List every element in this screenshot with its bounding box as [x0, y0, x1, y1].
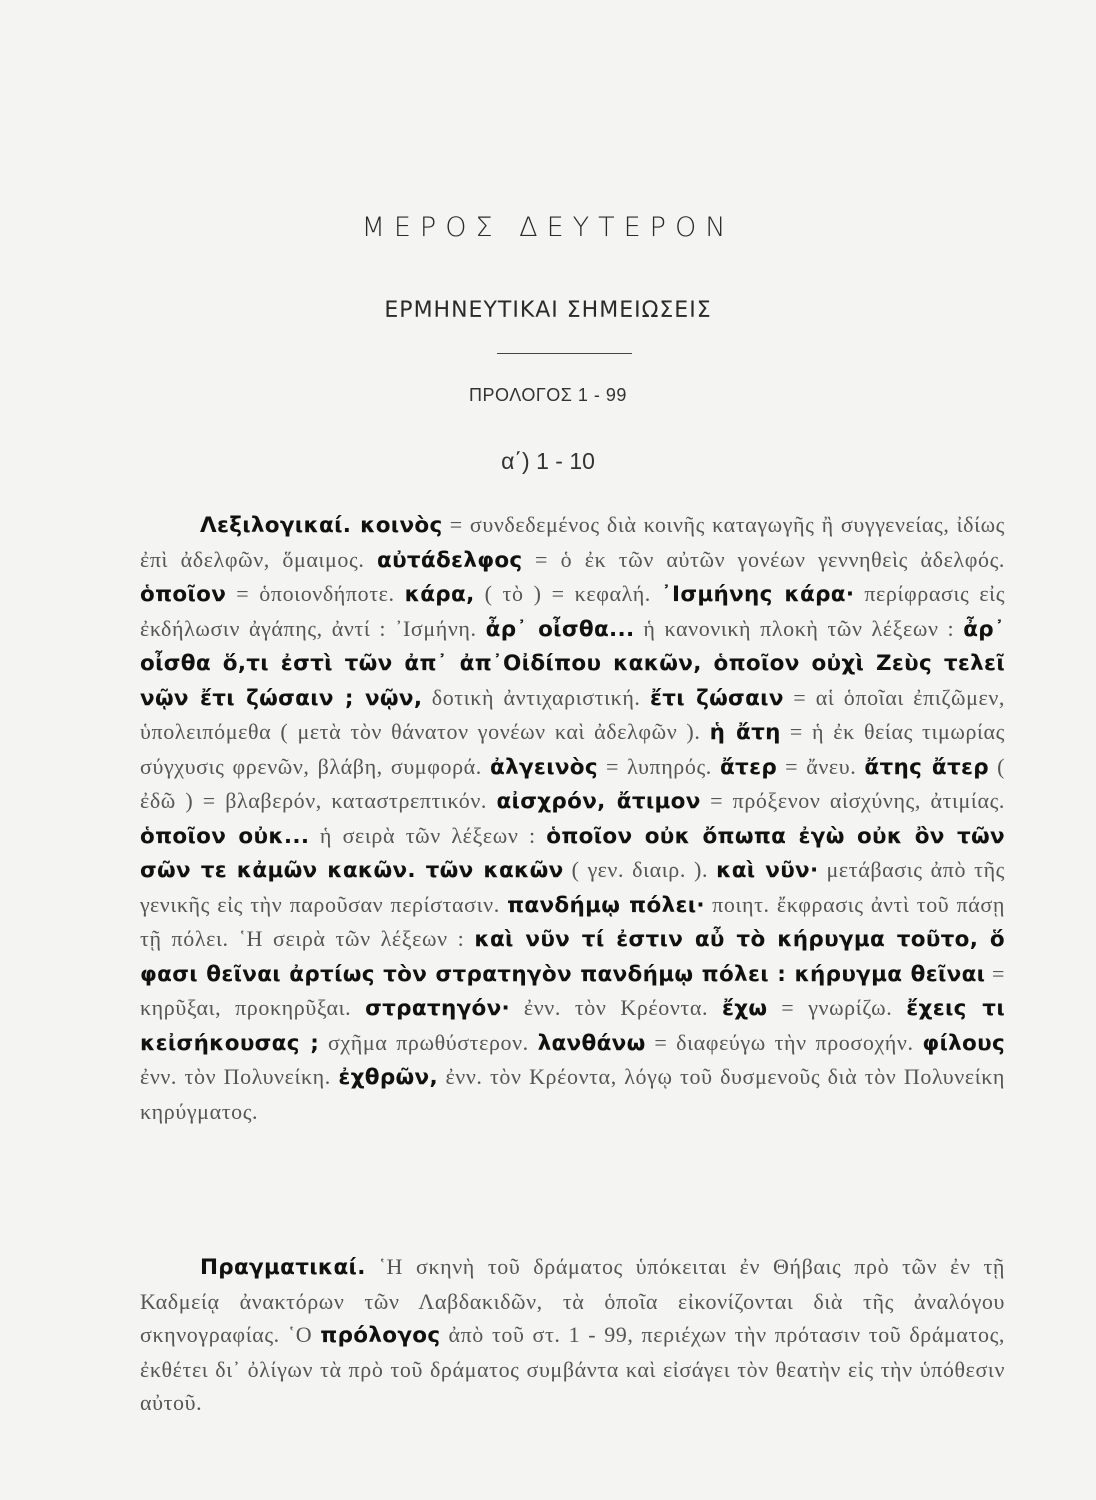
- gloss-text: ἐνν. τὸν Κρέοντα.: [510, 995, 722, 1020]
- divider: [497, 353, 632, 354]
- lemma: ἆρ᾽ οἶσθα ὅ,τι ἐστὶ τῶν ἀπ᾽ ἀπ᾽Οἰδίπου κακῶν, ὁποῖον οὐχὶ Ζεὺς τελεῖ νῷν ἔτι ζώσαιν ; νῷν,: [140, 616, 1006, 711]
- gloss-text: ( ἐδῶ ) = βλαβερόν, καταστρεπτικόν.: [140, 753, 1006, 813]
- gloss-text: = κηρῦξαι, προκηρῦξαι.: [140, 960, 1005, 1020]
- gloss-text: = λυπηρός.: [597, 753, 720, 779]
- gloss-text: σχῆμα πρωθύστερον.: [319, 1029, 538, 1055]
- gloss-text: ἀπὸ τοῦ στ. 1 - 99, περιέχων τὴν πρότασιν τοῦ δράματος, ἐκθέτει δι᾽ ὀλίγων τὰ πρὸ τοῦ δράματος συμβάντα καὶ εἰσάγει τὸν θεατὴν εἰς τὴν ὑπόθεσιν αὐτοῦ.: [140, 1322, 1005, 1415]
- lemma: ἔχω: [721, 996, 768, 1021]
- gloss-text: = γνωρίζω.: [767, 995, 907, 1020]
- lexical-notes-paragraph: [140, 508, 1005, 1128]
- gloss-text: ( γεν. διαιρ. ).: [563, 857, 717, 882]
- gloss-text: = πρόξενον αἰσχύνης, ἀτιμίας.: [700, 788, 1005, 813]
- section-title: ΕΡΜΗΝΕΥΤΙΚΑΙ ΣΗΜΕΙΩΣΕΙΣ: [384, 298, 712, 323]
- lemma: ἄτερ: [719, 754, 778, 780]
- gloss-text: = συνδεδεμένος διὰ κοινῆς καταγωγῆς ἢ συγγενείας, ἰδίως ἐπὶ ἀδελφῶν, ὅμαιμος.: [140, 512, 1005, 572]
- lemma: ὁποῖον οὐκ ὄπωπα ἐγὼ οὐκ ὂν τῶν σῶν τε κἀμῶν κακῶν. τῶν κακῶν: [140, 823, 1005, 883]
- lemma: Πραγματικαί.: [200, 1255, 366, 1280]
- lemma: ἆρ᾽ οἶσθα...: [485, 616, 635, 642]
- part-title: ΜΕΡΟΣ ΔΕΥΤΕΡΟΝ: [361, 212, 735, 243]
- lemma: ἔχεις τι κεἰσήκουσας ;: [140, 996, 1005, 1056]
- gloss-text: ἐνν. τὸν Κρέοντα, λόγῳ τοῦ δυσμενοῦς διὰ τὸν Πολυνείκη κηρύγματος.: [140, 1064, 1005, 1124]
- gloss-text: μετάβασις ἀπὸ τῆς γενικῆς εἰς τὴν παροῦσαν περίστασιν.: [140, 857, 1005, 917]
- factual-notes-paragraph: [140, 1250, 1005, 1420]
- gloss-text: = διαφεύγω τὴν προσοχήν.: [645, 1029, 923, 1055]
- gloss-text: ποιητ. ἔκφρασις ἀντὶ τοῦ πάσῃ τῇ πόλει. ῾Η σειρὰ τῶν λέξεων :: [140, 891, 1005, 951]
- lemma: ἐχθρῶν,: [338, 1065, 438, 1090]
- lemma: ᾽Ισμήνης κάρα·: [660, 582, 855, 607]
- lemma: λανθάνω: [537, 1030, 646, 1056]
- gloss-text: ἐνν. τὸν Πολυνείκη.: [140, 1064, 339, 1089]
- gloss-text: ἡ σειρὰ τῶν λέξεων :: [309, 822, 547, 848]
- lemma: κάρα,: [404, 582, 475, 607]
- gloss-text: = ὁποιονδήποτε.: [226, 581, 405, 606]
- lemma: αἰσχρόν, ἄτιμον: [496, 789, 701, 814]
- gloss-text: = ἡ ἐκ θείας τιμωρίας σύγχυσις φρενῶν, βλάβη, συμφορά.: [140, 719, 1005, 779]
- lemma: Λεξιλογικαί. κοινὸς: [200, 513, 443, 538]
- lemma: αὐτάδελφος: [377, 547, 523, 573]
- lemma: φίλους: [922, 1030, 1005, 1056]
- gloss-text: δοτικὴ ἀντιχαριστική.: [422, 684, 650, 710]
- lemma: ἡ ἄτη: [709, 720, 781, 745]
- gloss-text: ῾Η σκηνὴ τοῦ δράματος ὑπόκειται ἐν Θήβαις πρὸ τῶν ἐν τῇ Καδμείᾳ ἀνακτόρων τῶν Λαβδακιδῶν, τὰ ὁποῖα εἰκονίζονται διὰ τῆς ἀναλόγου σκηνογραφίας. ῾Ο: [140, 1254, 1005, 1347]
- gloss-text: περίφρασις εἰς ἐκδήλωσιν ἀγάπης, ἀντί : ᾽Ισμήνη.: [140, 581, 1006, 641]
- lemma: πρόλογος: [320, 1323, 441, 1348]
- lemma: ἔτι ζώσαιν: [649, 685, 784, 711]
- prologue-heading: ΠΡΟΛΟΓΟΣ 1 - 99: [469, 385, 627, 405]
- lemma: στρατηγόν·: [365, 996, 510, 1021]
- gloss-text: ( τὸ ) = κεφαλή.: [474, 581, 661, 606]
- gloss-text: = ἄνευ.: [777, 753, 865, 779]
- lemma: καὶ νῦν τί ἐστιν αὖ τὸ κήρυγμα τοῦτο, ὅ φασι θεῖναι ἀρτίως τὸν στρατηγὸν πανδήμῳ πόλει : κήρυγμα θεῖναι: [140, 927, 1005, 987]
- gloss-text: = αἱ ὁποῖαι ἐπιζῶμεν, ὑπολειπόμεθα ( μετὰ τὸν θάνατον γονέων καὶ ἀδελφῶν ).: [140, 684, 1006, 744]
- lemma: ὁποῖον: [140, 582, 227, 607]
- lemma: ἄτης ἄτερ: [864, 754, 989, 780]
- lemma: ἀλγεινὸς: [490, 754, 598, 780]
- gloss-text: ἡ κανονικὴ πλοκὴ τῶν λέξεων :: [634, 615, 964, 641]
- gloss-text: = ὁ ἐκ τῶν αὐτῶν γονέων γεννηθεὶς ἀδελφός.: [522, 546, 1006, 572]
- lemma: ὁποῖον οὐκ...: [140, 823, 310, 849]
- lemma: καὶ νῦν·: [716, 858, 819, 883]
- subsection-heading: α΄) 1 - 10: [501, 448, 595, 474]
- lemma: πανδήμῳ πόλει·: [507, 892, 705, 918]
